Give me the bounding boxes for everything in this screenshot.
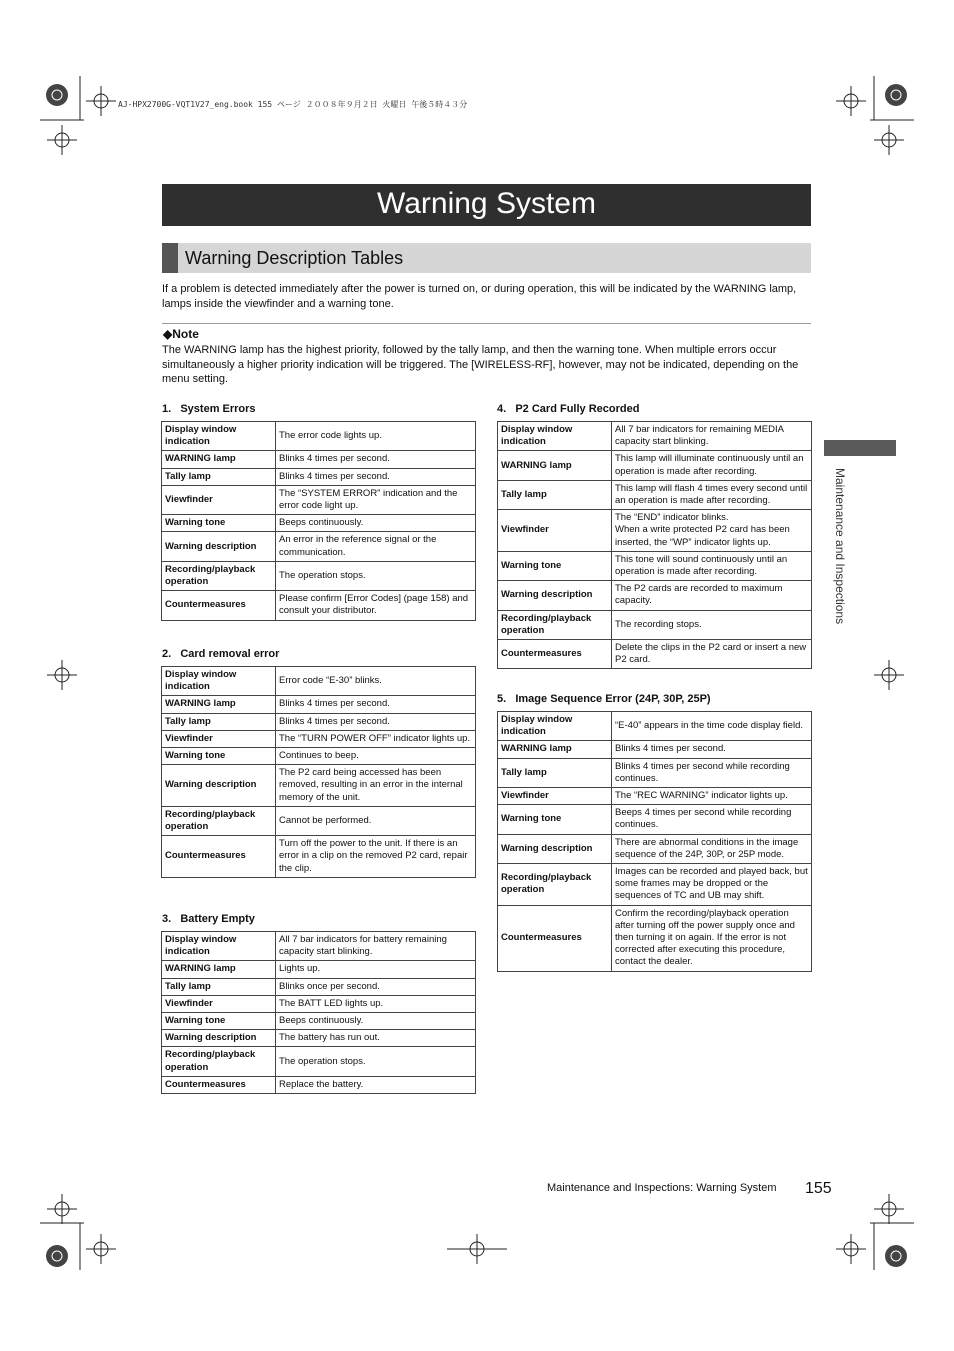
row-value: Blinks 4 times per second. [276, 696, 476, 713]
row-value: The recording stops. [612, 610, 812, 639]
table-row [162, 730, 476, 747]
row-value: The “SYSTEM ERROR” indication and the error code light up. [276, 485, 476, 514]
row-value: “E-40” appears in the time code display field. [612, 712, 812, 741]
row-key: Display window indication [162, 667, 276, 696]
table-row [162, 422, 476, 451]
image-sequence-table [497, 711, 812, 972]
row-key: Warning description [162, 532, 276, 561]
system-errors-table [161, 421, 476, 621]
row-value: The “REC WARNING” indicator lights up. [612, 788, 812, 805]
row-value: Delete the clips in the P2 card or insert a new P2 card. [612, 640, 812, 669]
row-key: Tally lamp [498, 758, 612, 787]
row-key: Display window indication [162, 422, 276, 451]
row-key: Warning tone [162, 515, 276, 532]
row-value: Blinks 4 times per second while recording continues. [612, 758, 812, 787]
row-key: Display window indication [162, 932, 276, 961]
table-row [162, 932, 476, 961]
note-title: ◆Note [163, 327, 199, 341]
row-key: Recording/playback operation [498, 610, 612, 639]
table-row [162, 696, 476, 713]
table-row [162, 978, 476, 995]
table-row [162, 765, 476, 807]
table-row [498, 510, 812, 552]
row-key: Recording/playback operation [162, 1047, 276, 1076]
row-value: An error in the reference signal or the communication. [276, 532, 476, 561]
table-row [498, 581, 812, 610]
row-key: Viewfinder [498, 788, 612, 805]
table-row [498, 640, 812, 669]
table-row [162, 836, 476, 878]
row-key: Countermeasures [498, 905, 612, 971]
table-row [162, 667, 476, 696]
table-title-image-sequence: 5. Image Sequence Error (24P, 30P, 25P) [497, 693, 711, 705]
row-value: Please confirm [Error Codes] (page 158) and consult your distributor. [276, 591, 476, 620]
table-row [498, 451, 812, 480]
row-key: WARNING lamp [498, 451, 612, 480]
section-title: Warning Description Tables [185, 248, 404, 268]
print-header: AJ-HPX2700G-VQT1V27_eng.book 155 ページ ２００８年９月２日 火曜日 午後５時４３分 [118, 100, 468, 109]
table-row [162, 995, 476, 1012]
row-value: The “TURN POWER OFF” indicator lights up. [276, 730, 476, 747]
row-value: Error code “E-30” blinks. [276, 667, 476, 696]
row-key: Warning description [162, 765, 276, 807]
table-row [162, 561, 476, 590]
row-key: Tally lamp [162, 468, 276, 485]
table-row [498, 712, 812, 741]
table-title-card-removal: 2. Card removal error [162, 648, 280, 660]
row-key: Display window indication [498, 422, 612, 451]
row-value: Blinks 4 times per second. [276, 468, 476, 485]
table-row [162, 451, 476, 468]
row-value: Blinks once per second. [276, 978, 476, 995]
table-title-system-errors: 1. System Errors [162, 403, 256, 415]
table-row [498, 788, 812, 805]
row-value: There are abnormal conditions in the image sequence of the 24P, 30P, or 25P mode. [612, 834, 812, 863]
row-value: All 7 bar indicators for battery remaining capacity start blinking. [276, 932, 476, 961]
row-value: The error code lights up. [276, 422, 476, 451]
table-row [498, 864, 812, 906]
table-row [162, 961, 476, 978]
row-value: Beeps 4 times per second while recording continues. [612, 805, 812, 834]
row-value: Beeps continuously. [276, 515, 476, 532]
row-key: Tally lamp [162, 978, 276, 995]
row-value: The BATT LED lights up. [276, 995, 476, 1012]
row-key: Viewfinder [162, 730, 276, 747]
card-removal-table [161, 666, 476, 878]
row-key: Countermeasures [498, 640, 612, 669]
table-row [498, 758, 812, 787]
row-value: Replace the battery. [276, 1076, 476, 1093]
table-row [498, 610, 812, 639]
table-row [162, 748, 476, 765]
row-value: This lamp will flash 4 times every second until an operation is made after recording. [612, 480, 812, 509]
row-value: This tone will sound continuously until an operation is made after recording. [612, 551, 812, 580]
row-value: The operation stops. [276, 1047, 476, 1076]
row-value: Beeps continuously. [276, 1013, 476, 1030]
row-value: The P2 card being accessed has been removed, resulting in an error in the internal memory of the unit. [276, 765, 476, 807]
row-key: Recording/playback operation [162, 561, 276, 590]
table-row [162, 1030, 476, 1047]
note-divider [162, 323, 811, 324]
row-value: Lights up. [276, 961, 476, 978]
p2-full-table [497, 421, 812, 669]
row-key: Warning description [498, 834, 612, 863]
row-key: Viewfinder [498, 510, 612, 552]
row-key: Countermeasures [162, 1076, 276, 1093]
row-key: Countermeasures [162, 836, 276, 878]
row-value: Blinks 4 times per second. [276, 451, 476, 468]
intro-paragraph: If a problem is detected immediately after the power is turned on, or during operation, this will be indicated by the WARNING lamp, lamps inside the viewfinder and a warning tone. [162, 283, 797, 310]
page-number: 155 [805, 1180, 832, 1197]
table-row [162, 1013, 476, 1030]
row-value: This lamp will illuminate continuously until an operation is made after recording. [612, 451, 812, 480]
row-value: Continues to beep. [276, 748, 476, 765]
row-value: The P2 cards are recorded to maximum capacity. [612, 581, 812, 610]
row-value: Blinks 4 times per second. [276, 713, 476, 730]
row-value: Cannot be performed. [276, 806, 476, 835]
row-key: Viewfinder [162, 995, 276, 1012]
row-key: Viewfinder [162, 485, 276, 514]
section-header [162, 243, 811, 273]
row-value: Images can be recorded and played back, but some frames may be dropped or the sequences of TC and UB may shift. [612, 864, 812, 906]
row-key: Warning tone [162, 1013, 276, 1030]
row-value: Blinks 4 times per second. [612, 741, 812, 758]
row-key: Recording/playback operation [162, 806, 276, 835]
chapter-tab [824, 440, 896, 456]
row-key: Display window indication [498, 712, 612, 741]
table-row [498, 741, 812, 758]
row-key: Tally lamp [498, 480, 612, 509]
row-value: The “END” indicator blinks. When a write protected P2 card has been inserted, the “WP” indicator lights up. [612, 510, 812, 552]
row-key: Tally lamp [162, 713, 276, 730]
table-row [498, 805, 812, 834]
table-row [162, 468, 476, 485]
table-row [162, 1047, 476, 1076]
page-title: Warning System [162, 184, 811, 226]
row-value: Confirm the recording/playback operation after turning off the power supply once and then turning it on again. If the error is not corrected after executing this procedure, contact the dealer. [612, 905, 812, 971]
table-row [162, 713, 476, 730]
row-key: Warning tone [498, 805, 612, 834]
row-value: The battery has run out. [276, 1030, 476, 1047]
row-value: Turn off the power to the unit. If there is an error in a clip on the removed P2 card, repair the clip. [276, 836, 476, 878]
row-key: Warning tone [498, 551, 612, 580]
footer-text: Maintenance and Inspections: Warning System [547, 1182, 777, 1194]
table-row [162, 591, 476, 620]
row-value: The operation stops. [276, 561, 476, 590]
row-key: WARNING lamp [498, 741, 612, 758]
table-row [162, 806, 476, 835]
table-row [162, 485, 476, 514]
table-row [498, 834, 812, 863]
table-row [162, 1076, 476, 1093]
table-row [498, 480, 812, 509]
row-key: Warning description [498, 581, 612, 610]
row-value: All 7 bar indicators for remaining MEDIA capacity start blinking. [612, 422, 812, 451]
section-marker [162, 243, 178, 273]
row-key: WARNING lamp [162, 451, 276, 468]
row-key: Warning description [162, 1030, 276, 1047]
table-title-p2-full: 4. P2 Card Fully Recorded [497, 403, 640, 415]
note-text: The WARNING lamp has the highest priority, followed by the tally lamp, and then the warning tone. When multiple errors occur simultaneously a higher priority indication will be triggered. The [WIRELESS-RF], however, may not be indicated, depending on the menu setting. [162, 344, 799, 385]
row-key: WARNING lamp [162, 696, 276, 713]
chapter-label: Maintenance and Inspections [833, 468, 847, 625]
table-row [162, 532, 476, 561]
row-key: WARNING lamp [162, 961, 276, 978]
table-row [498, 905, 812, 971]
table-row [162, 515, 476, 532]
row-key: Countermeasures [162, 591, 276, 620]
table-row [498, 551, 812, 580]
row-key: Warning tone [162, 748, 276, 765]
row-key: Recording/playback operation [498, 864, 612, 906]
battery-empty-table [161, 931, 476, 1094]
table-title-battery-empty: 3. Battery Empty [162, 913, 255, 925]
table-row [498, 422, 812, 451]
